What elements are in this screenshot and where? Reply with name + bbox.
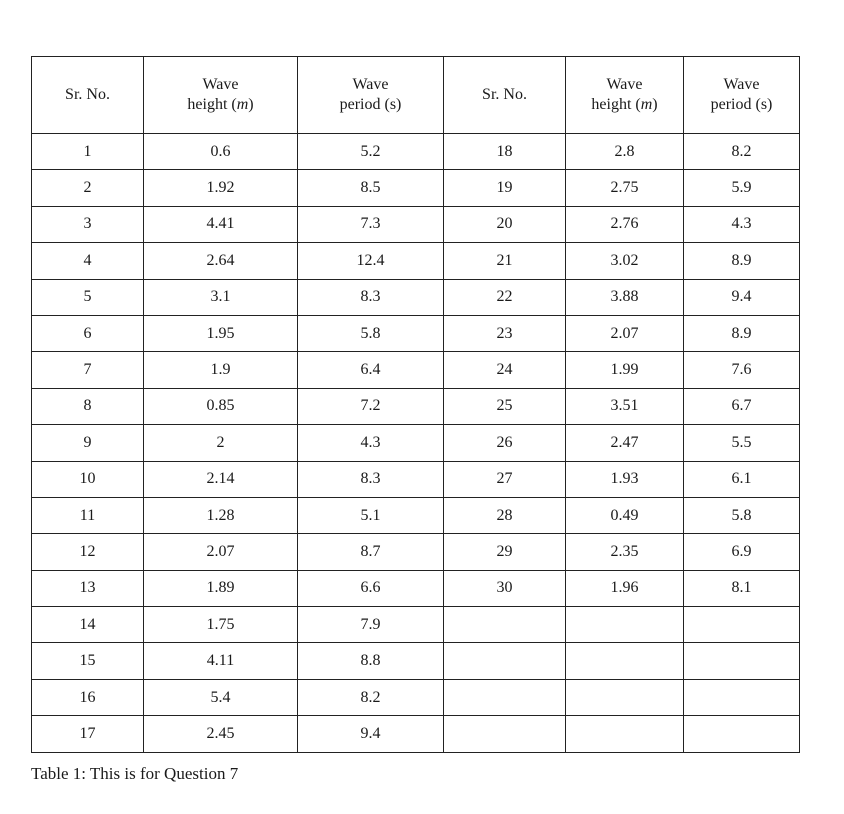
table-row [32,134,800,170]
wave-period-cell: 8.7 [298,534,444,570]
wave-height-cell: 1.75 [144,607,298,643]
sr-no-cell: 15 [32,643,144,679]
header-wave-period-left: Wave period (s) [298,57,444,134]
sr-no-cell: 13 [32,570,144,606]
sr-no-cell: 14 [32,607,144,643]
wave-height-cell: 3.51 [566,388,684,424]
sr-no-cell: 7 [32,352,144,388]
wave-period-cell: 8.8 [298,643,444,679]
wave-period-cell: 8.1 [684,570,800,606]
wave-period-cell: 7.2 [298,388,444,424]
header-sr-no-right: Sr. No. [444,57,566,134]
table-row [32,679,800,715]
wave-height-cell: 4.11 [144,643,298,679]
wave-period-cell: 7.3 [298,206,444,242]
sr-no-cell: 5 [32,279,144,315]
table-row [32,461,800,497]
sr-no-cell: 18 [444,134,566,170]
wave-height-cell: 3.88 [566,279,684,315]
sr-no-cell: 10 [32,461,144,497]
sr-no-cell: 20 [444,206,566,242]
table-caption: Table 1: This is for Question 7 [31,764,239,783]
sr-no-cell: 4 [32,243,144,279]
table-row [32,425,800,461]
wave-height-cell: 2.76 [566,206,684,242]
wave-height-cell [566,607,684,643]
sr-no-cell: 27 [444,461,566,497]
sr-no-cell [444,716,566,752]
wave-period-cell: 5.8 [298,315,444,351]
table-body [32,134,800,753]
wave-period-cell: 6.6 [298,570,444,606]
wave-period-cell: 8.9 [684,315,800,351]
header-wave-period-right: Wave period (s) [684,57,800,134]
wave-height-cell: 3.02 [566,243,684,279]
wave-period-cell: 5.2 [298,134,444,170]
wave-height-cell: 1.95 [144,315,298,351]
wave-period-cell: 8.3 [298,279,444,315]
wave-period-cell [684,607,800,643]
wave-height-cell: 2.14 [144,461,298,497]
sr-no-cell: 22 [444,279,566,315]
wave-period-cell: 7.6 [684,352,800,388]
wave-period-cell: 8.5 [298,170,444,206]
wave-period-cell: 5.8 [684,497,800,533]
wave-height-cell: 2.07 [566,315,684,351]
wave-period-cell: 4.3 [298,425,444,461]
wave-height-cell: 1.93 [566,461,684,497]
sr-no-cell: 6 [32,315,144,351]
table-row [32,315,800,351]
table-row [32,534,800,570]
wave-height-cell [566,643,684,679]
table-row [32,279,800,315]
table-row [32,643,800,679]
sr-no-cell [444,643,566,679]
sr-no-cell: 21 [444,243,566,279]
sr-no-cell: 11 [32,497,144,533]
table-row [32,206,800,242]
header-sr-no-left: Sr. No. [32,57,144,134]
table-row [32,352,800,388]
sr-no-cell: 17 [32,716,144,752]
wave-height-cell: 2.35 [566,534,684,570]
wave-period-cell: 9.4 [684,279,800,315]
wave-period-cell: 8.2 [298,679,444,715]
wave-period-cell: 12.4 [298,243,444,279]
sr-no-cell: 26 [444,425,566,461]
wave-height-cell: 0.85 [144,388,298,424]
table-row [32,243,800,279]
sr-no-cell: 23 [444,315,566,351]
wave-height-cell: 2 [144,425,298,461]
wave-height-cell [566,679,684,715]
wave-period-cell: 6.4 [298,352,444,388]
wave-height-cell: 4.41 [144,206,298,242]
wave-period-cell: 6.9 [684,534,800,570]
wave-period-cell [684,679,800,715]
wave-height-cell: 0.49 [566,497,684,533]
sr-no-cell: 24 [444,352,566,388]
wave-height-cell: 2.45 [144,716,298,752]
sr-no-cell: 19 [444,170,566,206]
sr-no-cell: 1 [32,134,144,170]
wave-data-table [31,56,800,753]
wave-period-cell: 4.3 [684,206,800,242]
table-row [32,497,800,533]
wave-height-cell: 1.9 [144,352,298,388]
sr-no-cell: 28 [444,497,566,533]
sr-no-cell: 30 [444,570,566,606]
wave-height-cell: 1.96 [566,570,684,606]
wave-period-cell: 9.4 [298,716,444,752]
wave-period-cell: 7.9 [298,607,444,643]
table-row [32,607,800,643]
wave-height-cell: 2.75 [566,170,684,206]
sr-no-cell [444,679,566,715]
sr-no-cell: 9 [32,425,144,461]
table-row [32,170,800,206]
wave-height-cell: 5.4 [144,679,298,715]
wave-period-cell: 8.3 [298,461,444,497]
wave-period-cell [684,716,800,752]
wave-height-cell: 2.8 [566,134,684,170]
table-row [32,388,800,424]
wave-height-cell: 2.07 [144,534,298,570]
wave-period-cell: 5.9 [684,170,800,206]
wave-period-cell: 8.9 [684,243,800,279]
wave-period-cell: 5.1 [298,497,444,533]
table-header-row [32,57,800,134]
wave-period-cell: 6.7 [684,388,800,424]
wave-height-cell: 2.47 [566,425,684,461]
sr-no-cell: 16 [32,679,144,715]
sr-no-cell: 29 [444,534,566,570]
table-row [32,570,800,606]
wave-height-cell: 2.64 [144,243,298,279]
wave-period-cell: 8.2 [684,134,800,170]
sr-no-cell: 3 [32,206,144,242]
wave-height-cell [566,716,684,752]
wave-height-cell: 3.1 [144,279,298,315]
wave-period-cell [684,643,800,679]
sr-no-cell: 12 [32,534,144,570]
wave-height-cell: 1.92 [144,170,298,206]
wave-height-cell: 1.89 [144,570,298,606]
sr-no-cell: 2 [32,170,144,206]
sr-no-cell [444,607,566,643]
wave-period-cell: 6.1 [684,461,800,497]
wave-height-cell: 1.99 [566,352,684,388]
wave-height-cell: 1.28 [144,497,298,533]
wave-height-cell: 0.6 [144,134,298,170]
header-wave-height-right: Wave height (m) [566,57,684,134]
table-row [32,716,800,752]
header-wave-height-left: Wave height (m) [144,57,298,134]
sr-no-cell: 25 [444,388,566,424]
wave-period-cell: 5.5 [684,425,800,461]
sr-no-cell: 8 [32,388,144,424]
